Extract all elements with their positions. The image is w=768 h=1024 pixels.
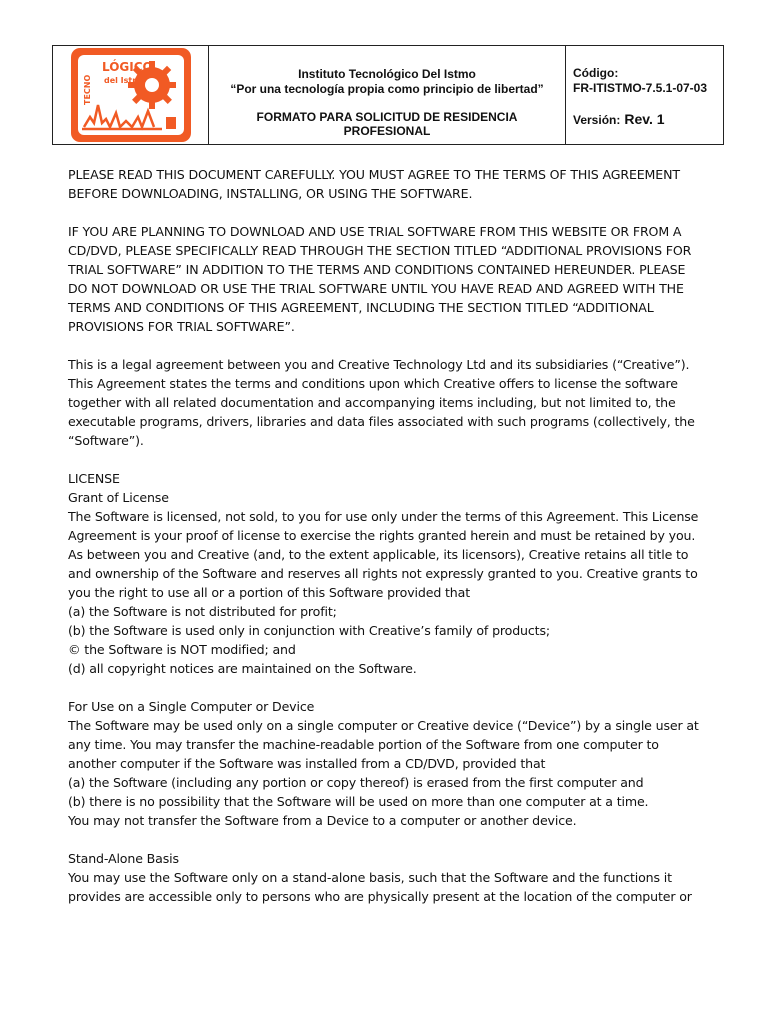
text-line: Agreement is your proof of license to exercise the rights granted herein and must be retained by you. [68, 528, 696, 543]
logo-cell [53, 46, 209, 144]
text-line: TERMS AND CONDITIONS OF THIS AGREEMENT, INCLUDING THE SECTION TITLED “ADDITIONAL [68, 300, 654, 315]
paragraph-stand-alone [68, 849, 698, 906]
code-value: FR-ITISTMO-7.5.1-07-03 [573, 81, 708, 95]
institution-name: Instituto Tecnológico Del Istmo [298, 67, 476, 81]
text-line: This Agreement states the terms and conditions upon which Creative offers to license the software [68, 376, 678, 391]
version-value: Rev. 1 [624, 111, 665, 127]
text-line: You may use the Software only on a stand-alone basis, such that the Software and the functions it [68, 870, 672, 885]
text-line: executable programs, drivers, libraries and data files associated with such programs (collectively, the [68, 414, 695, 429]
logo-text-sub: del Istmo [103, 76, 146, 85]
form-title: FORMATO PARA SOLICITUD DE RESIDENCIA PROFESIONAL [256, 110, 518, 138]
text-line: LICENSE [68, 471, 120, 486]
text-line: (a) the Software is not distributed for profit; [68, 604, 337, 619]
paragraph-legal-agreement [68, 355, 698, 450]
text-line: The Software may be used only on a single computer or Creative device (“Device”) by a single user at [68, 718, 699, 733]
text-line: DO NOT DOWNLOAD OR USE THE TRIAL SOFTWARE UNTIL YOU HAVE READ AND AGREED WITH THE [68, 281, 684, 296]
paragraph-license [68, 469, 698, 678]
code-cell [566, 46, 723, 144]
code-label: Código: [573, 66, 619, 80]
text-line: PROVISIONS FOR TRIAL SOFTWARE”. [68, 319, 295, 334]
text-line: TRIAL SOFTWARE” IN ADDITION TO THE TERMS AND CONDITIONS CONTAINED HEREUNDER. PLEASE [68, 262, 686, 277]
text-line: another computer if the Software was installed from a CD/DVD, provided that [68, 756, 546, 771]
text-line: Grant of License [68, 490, 169, 505]
text-line: any time. You may transfer the machine-readable portion of the Software from one computer to [68, 737, 659, 752]
text-line: For Use on a Single Computer or Device [68, 699, 315, 714]
text-line: you the right to use all or a portion of this Software provided that [68, 585, 470, 600]
document-header-table [52, 45, 724, 145]
text-line: IF YOU ARE PLANNING TO DOWNLOAD AND USE TRIAL SOFTWARE FROM THIS WEBSITE OR FROM A [68, 224, 682, 239]
text-line: provides are accessible only to persons who are physically present at the location of the computer or [68, 889, 692, 904]
text-line: The Software is licensed, not sold, to you for use only under the terms of this Agreement. This License [68, 509, 699, 524]
text-line: (b) the Software is used only in conjunction with Creative’s family of products; [68, 623, 550, 638]
paragraph-trial-software [68, 222, 698, 336]
text-line: As between you and Creative (and, to the extent applicable, its licensors), Creative retains all title to [68, 547, 689, 562]
agreement-body [68, 165, 698, 906]
text-line: Stand-Alone Basis [68, 851, 179, 866]
institution-motto: “Por una tecnología propia como principio de libertad” [230, 82, 544, 96]
institution-logo [70, 47, 192, 143]
text-line: BEFORE DOWNLOADING, INSTALLING, OR USING THE SOFTWARE. [68, 186, 473, 201]
text-line: (d) all copyright notices are maintained on the Software. [68, 661, 417, 676]
text-line: You may not transfer the Software from a Device to a computer or another device. [68, 813, 577, 828]
text-line: together with all related documentation and accompanying items including, but not limited to, the [68, 395, 676, 410]
logo-text-main: LÓGICO [101, 60, 153, 74]
paragraph-single-computer [68, 697, 698, 830]
text-line: PLEASE READ THIS DOCUMENT CAREFULLY. YOU MUST AGREE TO THE TERMS OF THIS AGREEMENT [68, 167, 680, 182]
text-line: and ownership of the Software and reserves all rights not expressly granted to you. Creative grants to [68, 566, 698, 581]
text-line: © the Software is NOT modified; and [68, 642, 296, 657]
text-line: This is a legal agreement between you and Creative Technology Ltd and its subsidiaries (“Creative”). [68, 357, 690, 372]
text-line: “Software”). [68, 433, 144, 448]
text-line: (b) there is no possibility that the Software will be used on more than one computer at a time. [68, 794, 649, 809]
version-row [573, 112, 665, 128]
version-label: Versión: [573, 113, 621, 127]
title-cell [209, 46, 566, 144]
text-line: CD/DVD, PLEASE SPECIFICALLY READ THROUGH THE SECTION TITLED “ADDITIONAL PROVISIONS FOR [68, 243, 692, 258]
text-line: (a) the Software (including any portion or copy thereof) is erased from the first computer and [68, 775, 644, 790]
paragraph-read-carefully [68, 165, 698, 203]
logo-text-side: TECNO [82, 74, 92, 105]
